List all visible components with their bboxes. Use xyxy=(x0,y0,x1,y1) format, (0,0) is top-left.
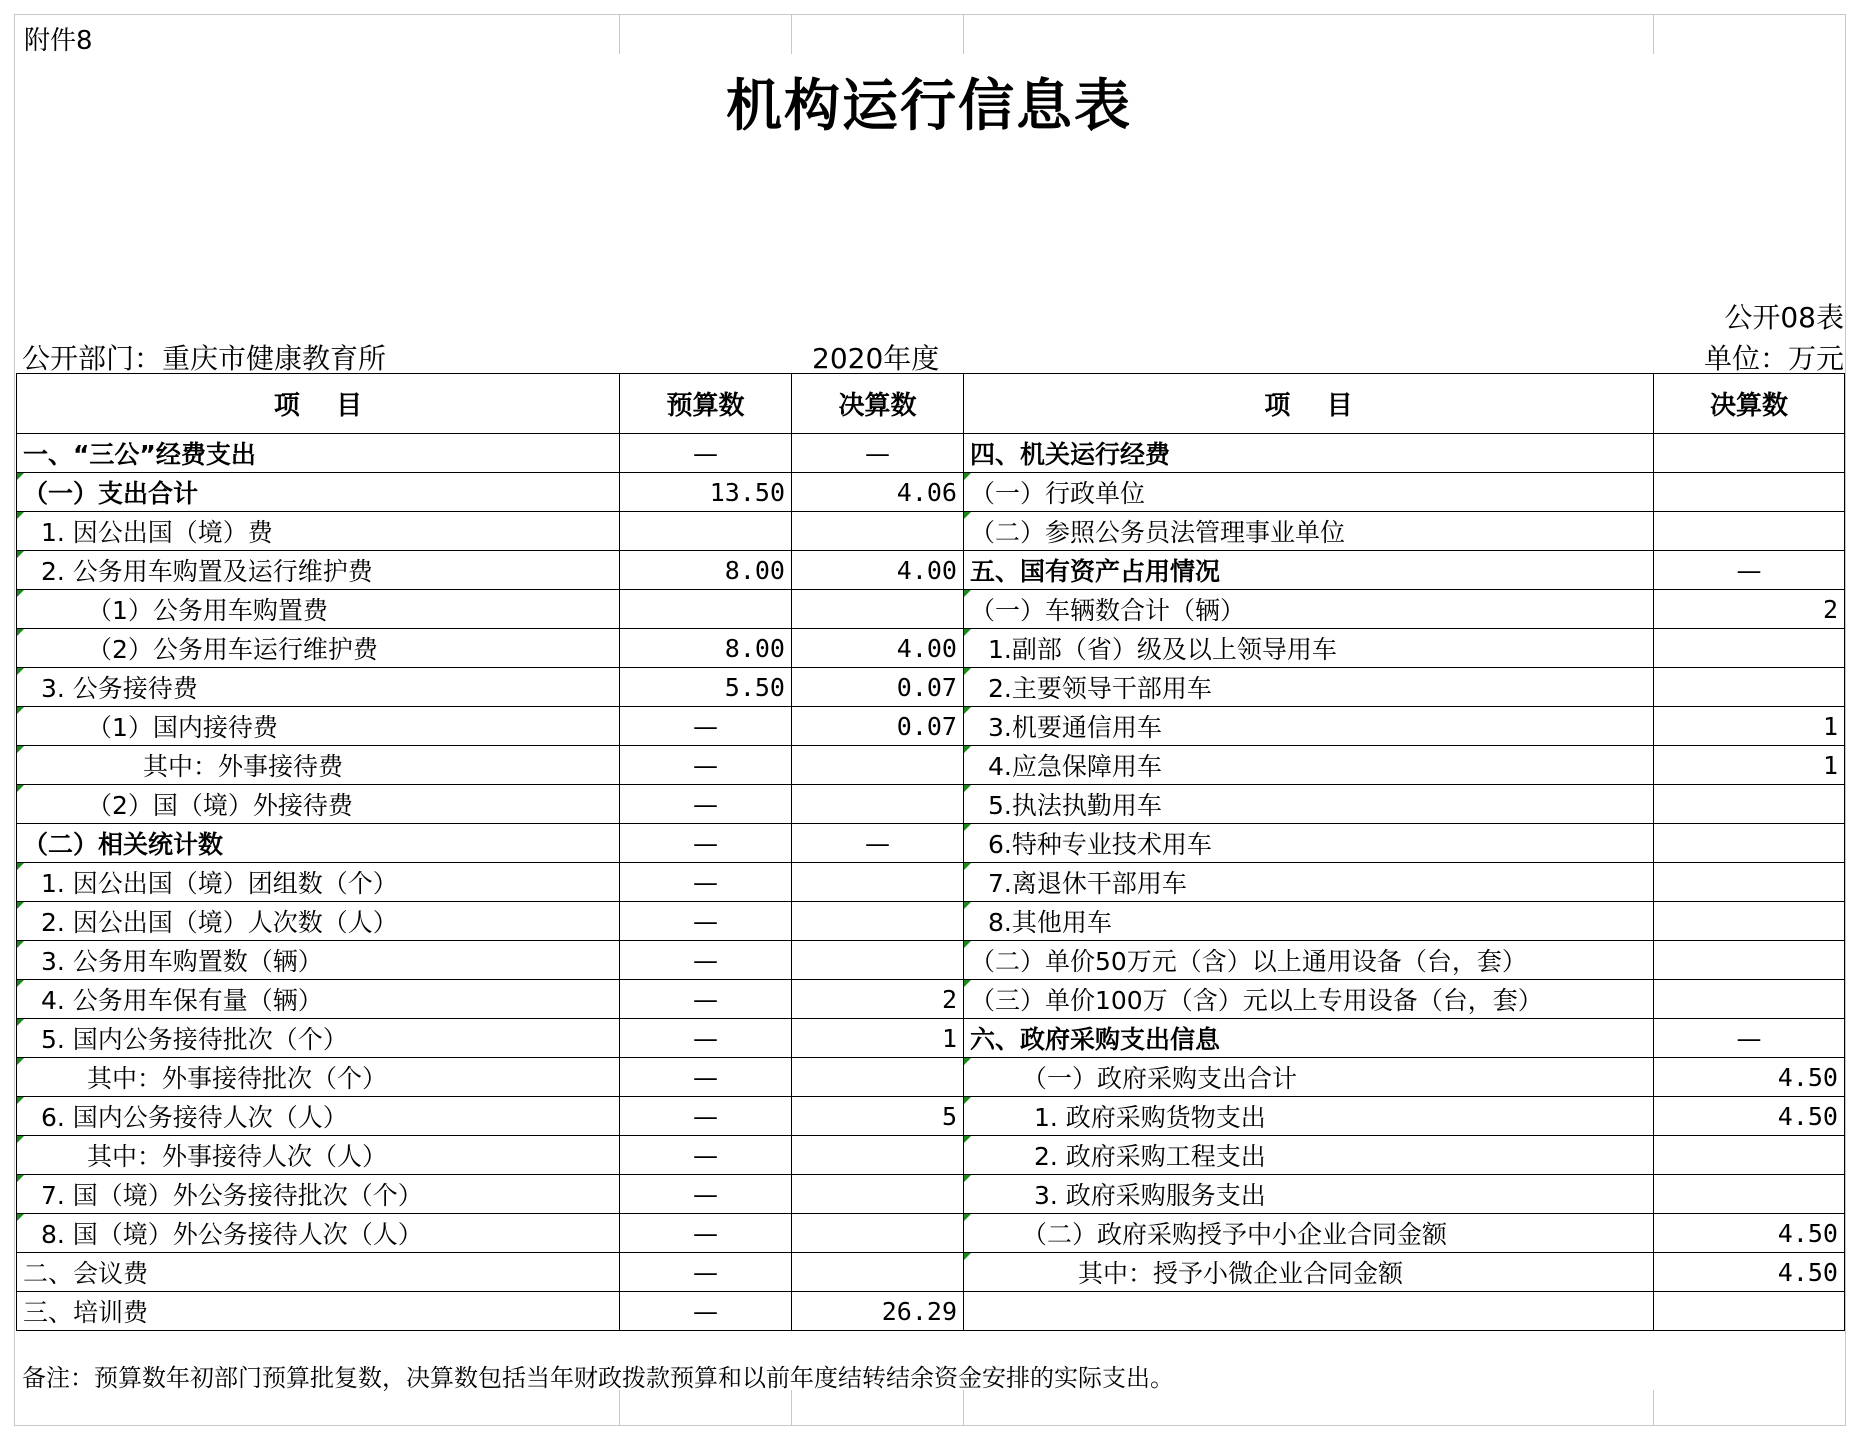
left-item: （2）国（境）外接待费 xyxy=(17,785,620,824)
unit-label: 单位：万元 xyxy=(1703,342,1844,375)
table-row xyxy=(17,1097,1845,1136)
right-item: （一）行政单位 xyxy=(964,473,1654,512)
budget-cell: — xyxy=(620,824,792,863)
budget-cell: — xyxy=(620,1214,792,1253)
left-item: 3. 公务接待费 xyxy=(17,668,620,707)
left-item: 3. 公务用车购置数（辆） xyxy=(17,941,620,980)
final-cell xyxy=(792,902,964,941)
left-item: 二、会议费 xyxy=(17,1253,620,1292)
table-row xyxy=(17,668,1845,707)
budget-cell: — xyxy=(620,707,792,746)
budget-cell: 8.00 xyxy=(620,629,792,668)
header-right-item: 项 目 xyxy=(964,374,1654,434)
table-code: 公开08表 xyxy=(1724,301,1844,334)
final-cell xyxy=(792,590,964,629)
page-border-left xyxy=(14,14,15,1425)
page-border-bottom xyxy=(14,1425,1846,1426)
table-row xyxy=(17,1019,1845,1058)
right-item: 3.机要通信用车 xyxy=(964,707,1654,746)
table-row xyxy=(17,1136,1845,1175)
budget-cell: — xyxy=(620,980,792,1019)
left-item: 三、培训费 xyxy=(17,1292,620,1331)
final-cell: 4.06 xyxy=(792,473,964,512)
right-item: 其中：授予小微企业合同金额 xyxy=(964,1253,1654,1292)
final-cell: — xyxy=(792,434,964,473)
budget-cell: 5.50 xyxy=(620,668,792,707)
table-row xyxy=(17,746,1845,785)
table-row xyxy=(17,473,1845,512)
final-cell: 4.00 xyxy=(792,551,964,590)
right-item: 7.离退休干部用车 xyxy=(964,863,1654,902)
table-row xyxy=(17,1175,1845,1214)
final-cell xyxy=(792,1175,964,1214)
left-item: 5. 国内公务接待批次（个） xyxy=(17,1019,620,1058)
left-item: （1）国内接待费 xyxy=(17,707,620,746)
right-final-cell: 2 xyxy=(1654,590,1845,629)
table-row xyxy=(17,941,1845,980)
table-row xyxy=(17,1292,1845,1331)
right-final-cell xyxy=(1654,824,1845,863)
table-header-row xyxy=(17,374,1845,434)
column-guide xyxy=(619,14,620,54)
right-final-cell xyxy=(1654,980,1845,1019)
right-final-cell xyxy=(1654,473,1845,512)
budget-cell: 8.00 xyxy=(620,551,792,590)
right-final-cell xyxy=(1654,785,1845,824)
right-final-cell: 4.50 xyxy=(1654,1214,1845,1253)
final-cell: — xyxy=(792,824,964,863)
budget-cell: — xyxy=(620,1136,792,1175)
table-row xyxy=(17,1214,1845,1253)
page-border-right xyxy=(1845,14,1846,1425)
budget-cell: — xyxy=(620,785,792,824)
table-row xyxy=(17,707,1845,746)
budget-cell xyxy=(620,590,792,629)
table-row xyxy=(17,1253,1845,1292)
left-item: 其中：外事接待费 xyxy=(17,746,620,785)
final-cell xyxy=(792,1214,964,1253)
right-final-cell xyxy=(1654,941,1845,980)
right-final-cell xyxy=(1654,1292,1845,1331)
footnote: 备注：预算数年初部门预算批复数，决算数包括当年财政拨款预算和以前年度结转结余资金安排的实际支出。 xyxy=(22,1364,1174,1392)
final-cell xyxy=(792,785,964,824)
left-item: 4. 公务用车保有量（辆） xyxy=(17,980,620,1019)
right-final-cell xyxy=(1654,1136,1845,1175)
budget-cell: — xyxy=(620,746,792,785)
info-table xyxy=(16,373,1845,1331)
right-item: 2. 政府采购工程支出 xyxy=(964,1136,1654,1175)
table-row xyxy=(17,512,1845,551)
left-item: 2. 因公出国（境）人次数（人） xyxy=(17,902,620,941)
right-final-cell: 4.50 xyxy=(1654,1253,1845,1292)
department-label: 公开部门：重庆市健康教育所 xyxy=(22,342,387,375)
right-item: （一）政府采购支出合计 xyxy=(964,1058,1654,1097)
final-cell xyxy=(792,941,964,980)
column-guide xyxy=(1653,14,1654,54)
right-item: 4.应急保障用车 xyxy=(964,746,1654,785)
right-final-cell: 4.50 xyxy=(1654,1097,1845,1136)
budget-cell: — xyxy=(620,1253,792,1292)
right-item: 2.主要领导干部用车 xyxy=(964,668,1654,707)
final-cell: 0.07 xyxy=(792,668,964,707)
budget-cell: — xyxy=(620,941,792,980)
right-final-cell xyxy=(1654,629,1845,668)
table-row xyxy=(17,434,1845,473)
left-item: （2）公务用车运行维护费 xyxy=(17,629,620,668)
final-cell: 4.00 xyxy=(792,629,964,668)
right-item: （一）车辆数合计（辆） xyxy=(964,590,1654,629)
left-item: 1. 因公出国（境）费 xyxy=(17,512,620,551)
left-item: 7. 国（境）外公务接待批次（个） xyxy=(17,1175,620,1214)
table-row xyxy=(17,980,1845,1019)
table-row xyxy=(17,785,1845,824)
budget-cell: — xyxy=(620,902,792,941)
final-cell: 0.07 xyxy=(792,707,964,746)
table-row xyxy=(17,629,1845,668)
column-guide xyxy=(1653,1390,1654,1426)
right-item: 五、国有资产占用情况 xyxy=(964,551,1654,590)
right-item: （二）参照公务员法管理事业单位 xyxy=(964,512,1654,551)
final-cell xyxy=(792,746,964,785)
right-item: （二）政府采购授予中小企业合同金额 xyxy=(964,1214,1654,1253)
right-final-cell xyxy=(1654,902,1845,941)
final-cell xyxy=(792,512,964,551)
left-item: （1）公务用车购置费 xyxy=(17,590,620,629)
final-cell: 5 xyxy=(792,1097,964,1136)
right-item: 6.特种专业技术用车 xyxy=(964,824,1654,863)
page-title: 机构运行信息表 xyxy=(726,74,1132,139)
year-label: 2020年度 xyxy=(812,342,940,375)
right-item: 六、政府采购支出信息 xyxy=(964,1019,1654,1058)
page-border-top xyxy=(14,14,1846,15)
budget-cell: — xyxy=(620,1175,792,1214)
table-row xyxy=(17,1058,1845,1097)
left-item: 2. 公务用车购置及运行维护费 xyxy=(17,551,620,590)
right-item xyxy=(964,1292,1654,1331)
right-final-cell xyxy=(1654,668,1845,707)
left-item: 6. 国内公务接待人次（人） xyxy=(17,1097,620,1136)
final-cell xyxy=(792,863,964,902)
left-item: 1. 因公出国（境）团组数（个） xyxy=(17,863,620,902)
right-item: 5.执法执勤用车 xyxy=(964,785,1654,824)
right-final-cell: — xyxy=(1654,551,1845,590)
budget-cell: — xyxy=(620,1292,792,1331)
final-cell xyxy=(792,1136,964,1175)
right-item: （三）单价100万（含）元以上专用设备（台，套） xyxy=(964,980,1654,1019)
right-final-cell: 1 xyxy=(1654,746,1845,785)
budget-cell: — xyxy=(620,863,792,902)
left-item: 一、“三公”经费支出 xyxy=(17,434,620,473)
right-final-cell: 1 xyxy=(1654,707,1845,746)
right-final-cell xyxy=(1654,512,1845,551)
right-final-cell xyxy=(1654,1175,1845,1214)
column-guide xyxy=(791,14,792,54)
right-item: （二）单价50万元（含）以上通用设备（台，套） xyxy=(964,941,1654,980)
left-item: 8. 国（境）外公务接待人次（人） xyxy=(17,1214,620,1253)
left-item: 其中：外事接待人次（人） xyxy=(17,1136,620,1175)
table-row xyxy=(17,590,1845,629)
final-cell: 2 xyxy=(792,980,964,1019)
column-guide xyxy=(963,14,964,54)
right-item: 1.副部（省）级及以上领导用车 xyxy=(964,629,1654,668)
budget-cell: — xyxy=(620,1097,792,1136)
right-final-cell xyxy=(1654,434,1845,473)
final-cell: 1 xyxy=(792,1019,964,1058)
right-final-cell: — xyxy=(1654,1019,1845,1058)
header-left-item: 项 目 xyxy=(17,374,620,434)
right-item: 1. 政府采购货物支出 xyxy=(964,1097,1654,1136)
right-final-cell xyxy=(1654,863,1845,902)
right-item: 四、机关运行经费 xyxy=(964,434,1654,473)
right-final-cell: 4.50 xyxy=(1654,1058,1845,1097)
right-item: 8.其他用车 xyxy=(964,902,1654,941)
budget-cell: — xyxy=(620,1058,792,1097)
header-right-final: 决算数 xyxy=(1654,374,1845,434)
budget-cell: — xyxy=(620,1019,792,1058)
budget-cell xyxy=(620,512,792,551)
column-guide xyxy=(619,1390,620,1426)
attachment-label: 附件8 xyxy=(24,26,93,56)
final-cell: 26.29 xyxy=(792,1292,964,1331)
header-budget: 预算数 xyxy=(620,374,792,434)
right-item: 3. 政府采购服务支出 xyxy=(964,1175,1654,1214)
left-item: 其中：外事接待批次（个） xyxy=(17,1058,620,1097)
header-final: 决算数 xyxy=(792,374,964,434)
final-cell xyxy=(792,1058,964,1097)
table-row xyxy=(17,551,1845,590)
table-row xyxy=(17,902,1845,941)
left-item: （二）相关统计数 xyxy=(17,824,620,863)
table-row xyxy=(17,863,1845,902)
column-guide xyxy=(963,1390,964,1426)
budget-cell: — xyxy=(620,434,792,473)
final-cell xyxy=(792,1253,964,1292)
budget-cell: 13.50 xyxy=(620,473,792,512)
left-item: （一）支出合计 xyxy=(17,473,620,512)
column-guide xyxy=(791,1390,792,1426)
table-row xyxy=(17,824,1845,863)
